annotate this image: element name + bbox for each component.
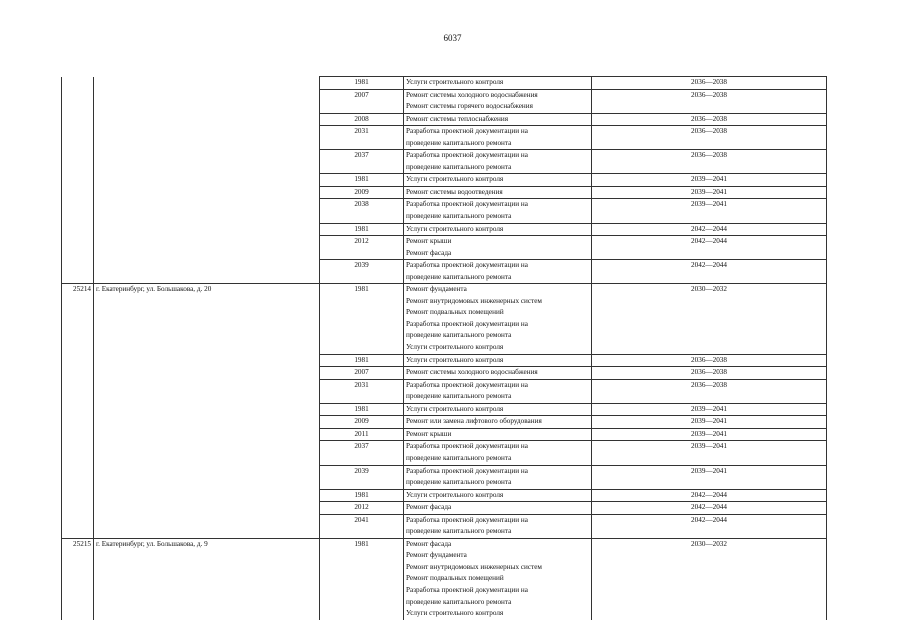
- year-cell: 2009: [320, 416, 404, 429]
- work-item: Услуги строительного контроля: [406, 609, 504, 618]
- work-item: Ремонт фасада: [406, 503, 452, 512]
- work-item: Услуги строительного контроля: [406, 490, 504, 499]
- house-id-cell: [62, 354, 94, 367]
- year-cell: 2031: [320, 126, 404, 150]
- period-cell: 2036—2038: [592, 150, 827, 174]
- house-id-cell: [62, 403, 94, 416]
- work-item: Услуги строительного контроля: [406, 78, 504, 86]
- house-id-cell: [62, 502, 94, 515]
- house-id-cell: [62, 514, 94, 538]
- table-row: [62, 489, 827, 502]
- house-id-cell: [62, 89, 94, 113]
- works-cell: [404, 441, 592, 465]
- address-cell: г. Екатеринбург, ул. Большакова, д. 20: [94, 284, 320, 354]
- address-cell: [94, 113, 320, 126]
- year-cell: 1981: [320, 403, 404, 416]
- period-cell: 2036—2038: [592, 89, 827, 113]
- work-item: проведение капитального ремонта: [406, 392, 512, 401]
- table-row: [62, 441, 827, 465]
- period-cell: 2042—2044: [592, 260, 827, 284]
- works-cell: [404, 236, 592, 260]
- table-row: [62, 186, 827, 199]
- year-cell: 2039: [320, 465, 404, 489]
- table-body: [62, 77, 827, 620]
- house-id-cell: 25215: [62, 538, 94, 619]
- table-row: [62, 379, 827, 403]
- address-cell: [94, 77, 320, 90]
- period-cell: 2039—2041: [592, 441, 827, 465]
- work-item: Ремонт системы теплоснабжения: [406, 114, 509, 123]
- address-cell: [94, 223, 320, 236]
- house-id-cell: [62, 367, 94, 380]
- table-row: [62, 428, 827, 441]
- work-item: проведение капитального ремонта: [406, 162, 512, 171]
- address-cell: [94, 428, 320, 441]
- house-id-cell: [62, 126, 94, 150]
- works-cell: [404, 354, 592, 367]
- table-row: [62, 502, 827, 515]
- period-cell: 2036—2038: [592, 126, 827, 150]
- works-cell: [404, 502, 592, 515]
- work-item: проведение капитального ремонта: [406, 527, 512, 536]
- house-id-cell: [62, 77, 94, 90]
- work-item: Разработка проектной документации на: [406, 515, 528, 524]
- work-item: Разработка проектной документации на: [406, 466, 528, 475]
- house-id-cell: [62, 416, 94, 429]
- address-cell: [94, 174, 320, 187]
- work-item: Услуги строительного контроля: [406, 404, 504, 413]
- house-id-cell: 25214: [62, 284, 94, 354]
- period-cell: 2030—2032: [592, 284, 827, 354]
- year-cell: 2041: [320, 514, 404, 538]
- year-cell: 2037: [320, 441, 404, 465]
- period-cell: 2036—2038: [592, 354, 827, 367]
- address-cell: г. Екатеринбург, ул. Большакова, д. 9: [94, 538, 320, 619]
- period-cell: 2039—2041: [592, 199, 827, 223]
- work-item: Разработка проектной документации на: [406, 261, 528, 270]
- table-row: [62, 284, 827, 354]
- address-cell: [94, 403, 320, 416]
- work-item: Услуги строительного контроля: [406, 224, 504, 233]
- works-cell: [404, 403, 592, 416]
- works-cell: [404, 186, 592, 199]
- work-item: проведение капитального ремонта: [406, 138, 512, 147]
- year-cell: 2037: [320, 150, 404, 174]
- table-row: [62, 150, 827, 174]
- period-cell: 2039—2041: [592, 465, 827, 489]
- works-cell: [404, 514, 592, 538]
- works-cell: [404, 367, 592, 380]
- work-item: Разработка проектной документации на: [406, 585, 528, 594]
- work-item: Разработка проектной документации на: [406, 442, 528, 451]
- address-cell: [94, 465, 320, 489]
- works-cell: [404, 538, 592, 619]
- address-cell: [94, 199, 320, 223]
- house-id-cell: [62, 186, 94, 199]
- work-item: Разработка проектной документации на: [406, 319, 528, 328]
- address-cell: [94, 489, 320, 502]
- table-row: [62, 199, 827, 223]
- work-item: проведение капитального ремонта: [406, 272, 512, 281]
- capital-repair-table: [61, 76, 827, 620]
- address-cell: [94, 416, 320, 429]
- table-row: [62, 354, 827, 367]
- period-cell: 2042—2044: [592, 236, 827, 260]
- work-item: Услуги строительного контроля: [406, 175, 504, 184]
- address-cell: [94, 260, 320, 284]
- work-item: Услуги строительного контроля: [406, 343, 504, 352]
- period-cell: 2036—2038: [592, 379, 827, 403]
- table-row: [62, 538, 827, 619]
- address-cell: [94, 379, 320, 403]
- work-item: Ремонт фасада: [406, 539, 452, 548]
- work-item: Ремонт системы холодного водоснабжения: [406, 90, 538, 99]
- work-item: Ремонт фундамента: [406, 551, 467, 560]
- page-number: 6037: [443, 33, 462, 43]
- work-item: Ремонт системы горячего водоснабжения: [406, 102, 533, 111]
- works-cell: [404, 126, 592, 150]
- year-cell: 2031: [320, 379, 404, 403]
- address-cell: [94, 502, 320, 515]
- works-cell: [404, 77, 592, 90]
- house-id-cell: [62, 199, 94, 223]
- table-row: [62, 223, 827, 236]
- works-cell: [404, 199, 592, 223]
- year-cell: 2009: [320, 186, 404, 199]
- table-row: [62, 367, 827, 380]
- house-id-cell: [62, 428, 94, 441]
- address-cell: [94, 367, 320, 380]
- works-cell: [404, 465, 592, 489]
- work-item: Ремонт фасада: [406, 248, 452, 257]
- work-item: проведение капитального ремонта: [406, 453, 512, 462]
- period-cell: 2042—2044: [592, 502, 827, 515]
- year-cell: 1981: [320, 354, 404, 367]
- year-cell: 1981: [320, 223, 404, 236]
- table-row: [62, 113, 827, 126]
- house-id-cell: [62, 379, 94, 403]
- period-cell: 2042—2044: [592, 489, 827, 502]
- works-cell: [404, 284, 592, 354]
- period-cell: 2042—2044: [592, 514, 827, 538]
- address-cell: [94, 150, 320, 174]
- address-cell: [94, 186, 320, 199]
- table-row: [62, 174, 827, 187]
- year-cell: 1981: [320, 538, 404, 619]
- work-item: Ремонт фундамента: [406, 285, 467, 294]
- period-cell: 2039—2041: [592, 174, 827, 187]
- year-cell: 2012: [320, 502, 404, 515]
- house-id-cell: [62, 489, 94, 502]
- period-cell: 2030—2032: [592, 538, 827, 619]
- table-row: [62, 465, 827, 489]
- work-item: Разработка проектной документации на: [406, 127, 528, 136]
- table-row: [62, 89, 827, 113]
- year-cell: 2007: [320, 89, 404, 113]
- year-cell: 1981: [320, 284, 404, 354]
- works-cell: [404, 174, 592, 187]
- works-cell: [404, 89, 592, 113]
- table-row: [62, 416, 827, 429]
- works-cell: [404, 260, 592, 284]
- period-cell: 2039—2041: [592, 416, 827, 429]
- address-cell: [94, 236, 320, 260]
- house-id-cell: [62, 174, 94, 187]
- year-cell: 2039: [320, 260, 404, 284]
- works-cell: [404, 489, 592, 502]
- works-cell: [404, 223, 592, 236]
- table-row: [62, 403, 827, 416]
- year-cell: 1981: [320, 489, 404, 502]
- work-item: Ремонт подвальных помещений: [406, 308, 504, 317]
- work-item: Ремонт внутридомовых инженерных систем: [406, 562, 542, 571]
- house-id-cell: [62, 113, 94, 126]
- works-cell: [404, 113, 592, 126]
- work-item: проведение капитального ремонта: [406, 597, 512, 606]
- address-cell: [94, 89, 320, 113]
- works-cell: [404, 428, 592, 441]
- works-cell: [404, 379, 592, 403]
- period-cell: 2039—2041: [592, 428, 827, 441]
- year-cell: 2012: [320, 236, 404, 260]
- work-item: проведение капитального ремонта: [406, 212, 512, 221]
- work-item: проведение капитального ремонта: [406, 331, 512, 340]
- period-cell: 2039—2041: [592, 186, 827, 199]
- table-row: [62, 260, 827, 284]
- year-cell: 1981: [320, 77, 404, 90]
- year-cell: 2008: [320, 113, 404, 126]
- work-item: Ремонт крыши: [406, 237, 452, 246]
- period-cell: 2036—2038: [592, 367, 827, 380]
- period-cell: 2039—2041: [592, 403, 827, 416]
- address-cell: [94, 354, 320, 367]
- house-id-cell: [62, 260, 94, 284]
- house-id-cell: [62, 465, 94, 489]
- work-item: Ремонт или замена лифтового оборудования: [406, 417, 542, 426]
- table-row: [62, 126, 827, 150]
- address-cell: [94, 441, 320, 465]
- house-id-cell: [62, 150, 94, 174]
- house-id-cell: [62, 223, 94, 236]
- work-item: Ремонт крыши: [406, 429, 452, 438]
- work-item: Ремонт системы холодного водоснабжения: [406, 368, 538, 377]
- address-cell: [94, 126, 320, 150]
- work-item: Услуги строительного контроля: [406, 355, 504, 364]
- period-cell: 2036—2038: [592, 113, 827, 126]
- work-item: Разработка проектной документации на: [406, 200, 528, 209]
- period-cell: 2036—2038: [592, 77, 827, 90]
- house-id-cell: [62, 441, 94, 465]
- works-cell: [404, 416, 592, 429]
- house-id-cell: [62, 236, 94, 260]
- period-cell: 2042—2044: [592, 223, 827, 236]
- work-item: Ремонт подвальных помещений: [406, 574, 504, 583]
- address-cell: [94, 514, 320, 538]
- year-cell: 2011: [320, 428, 404, 441]
- year-cell: 2007: [320, 367, 404, 380]
- year-cell: 1981: [320, 174, 404, 187]
- works-cell: [404, 150, 592, 174]
- work-item: Разработка проектной документации на: [406, 380, 528, 389]
- table-row: [62, 236, 827, 260]
- work-item: проведение капитального ремонта: [406, 478, 512, 487]
- work-item: Разработка проектной документации на: [406, 151, 528, 160]
- year-cell: 2038: [320, 199, 404, 223]
- work-item: Ремонт системы водоотведения: [406, 187, 503, 196]
- table-row: [62, 514, 827, 538]
- work-item: Ремонт внутридомовых инженерных систем: [406, 296, 542, 305]
- table-row: [62, 77, 827, 90]
